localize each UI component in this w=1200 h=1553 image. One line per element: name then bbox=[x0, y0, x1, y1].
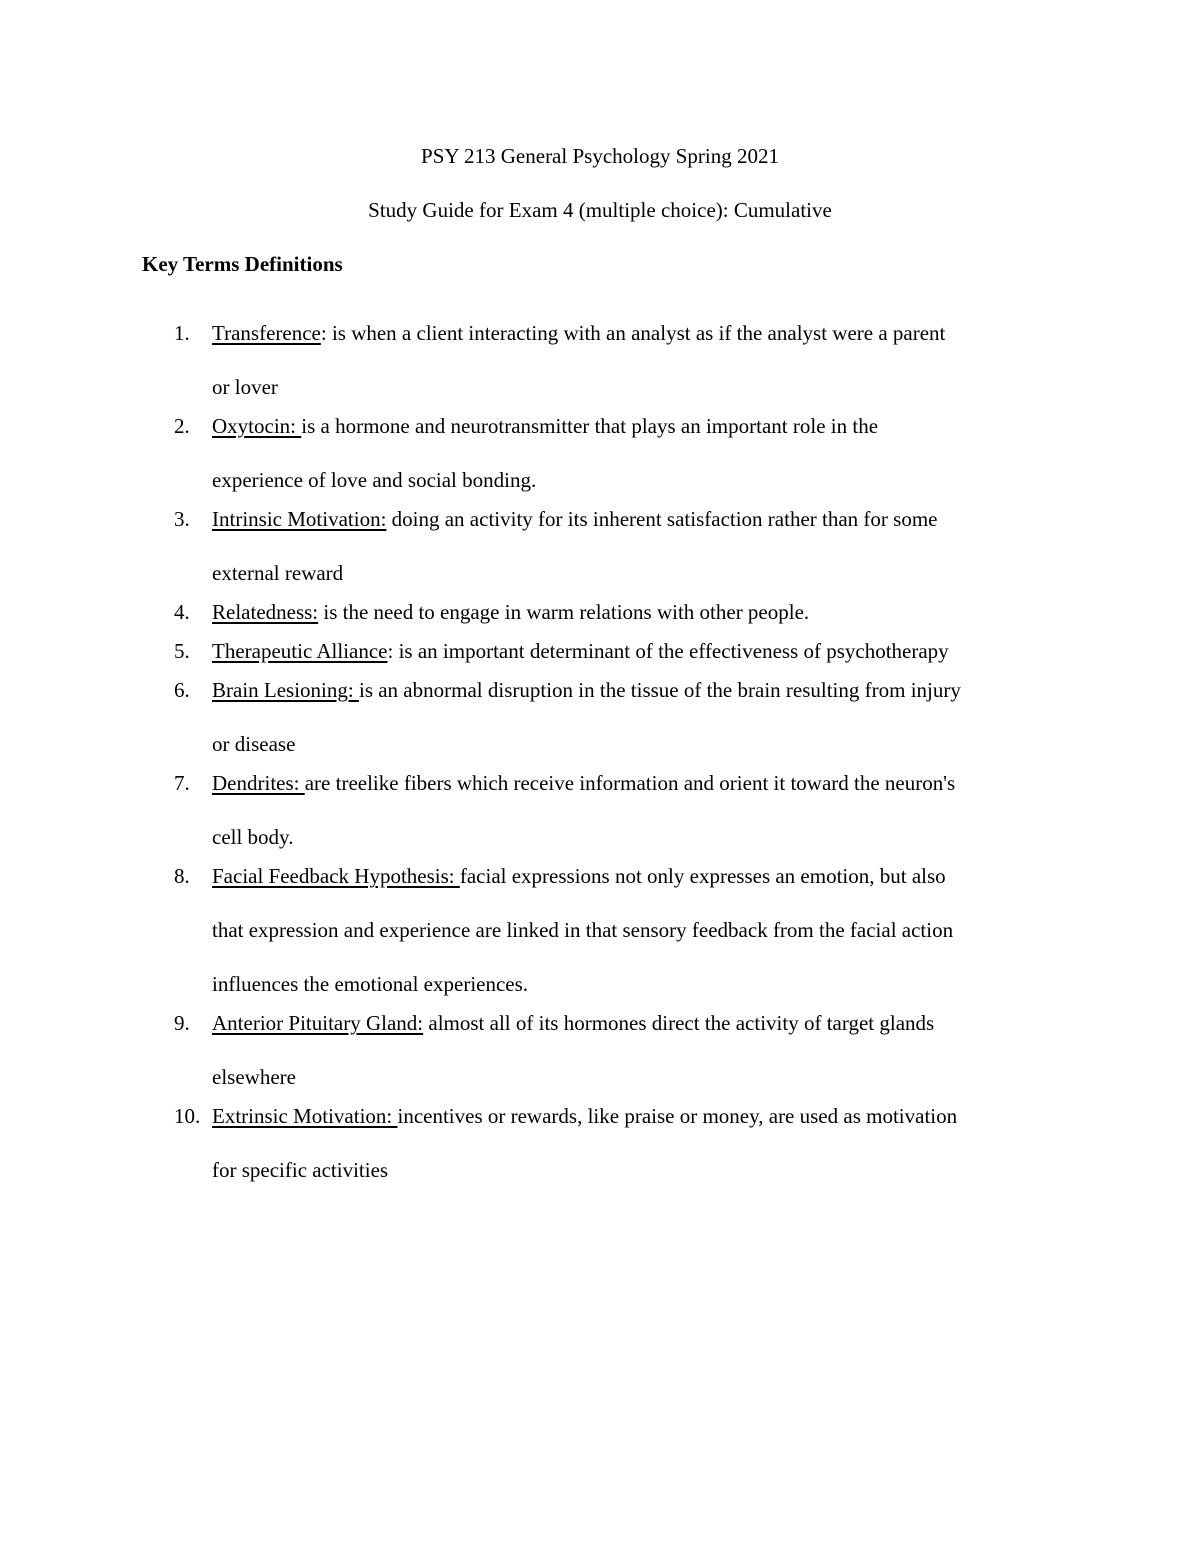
key-term-definition: is the need to engage in warm relations with other people. bbox=[318, 600, 810, 624]
key-term-name: Intrinsic Motivation: bbox=[212, 507, 387, 531]
key-term-name: Oxytocin: bbox=[212, 414, 302, 438]
key-term-line bbox=[212, 756, 1062, 810]
key-term-definition: is a hormone and neurotransmitter that plays an important role in the bbox=[301, 414, 879, 438]
key-term-name: Extrinsic Motivation: bbox=[212, 1104, 398, 1128]
key-term-number: 1. bbox=[174, 321, 190, 345]
key-term-definition: doing an activity for its inherent satisfaction rather than for some bbox=[386, 507, 938, 531]
key-term-number: 3. bbox=[174, 507, 190, 531]
key-term-definition: : is an important determinant of the effectiveness of psychotherapy bbox=[387, 639, 949, 663]
key-term-line bbox=[212, 1089, 1062, 1143]
key-term-number: 7. bbox=[174, 771, 190, 795]
key-term-number: 8. bbox=[174, 864, 190, 888]
key-term-number: 9. bbox=[174, 1011, 190, 1035]
key-term-name: Anterior Pituitary Gland: bbox=[212, 1011, 424, 1035]
key-term-line bbox=[212, 492, 1062, 546]
key-term-line: external reward bbox=[212, 561, 344, 585]
key-term-definition: incentives or rewards, like praise or money, are used as motivation bbox=[397, 1104, 958, 1128]
key-term-line bbox=[212, 306, 1062, 360]
key-term-name: Brain Lesioning: bbox=[212, 678, 359, 702]
key-term-item bbox=[0, 663, 1062, 771]
key-term-name: Facial Feedback Hypothesis: bbox=[212, 864, 460, 888]
key-terms-list bbox=[0, 306, 1200, 1197]
key-term-line: experience of love and social bonding. bbox=[212, 468, 537, 492]
document-title: PSY 213 General Psychology Spring 2021 bbox=[421, 144, 779, 168]
key-term-line: that expression and experience are linked in that sensory feedback from the facial action bbox=[212, 918, 954, 942]
key-term-number: 10. bbox=[174, 1104, 201, 1128]
key-term-definition: : is when a client interacting with an analyst as if the analyst were a parent bbox=[320, 321, 946, 345]
key-term-name: Relatedness: bbox=[212, 600, 319, 624]
section-heading: Key Terms Definitions bbox=[142, 252, 343, 276]
key-term-line: or disease bbox=[212, 732, 296, 756]
key-term-line bbox=[212, 663, 1062, 717]
key-term-name: Transference bbox=[212, 321, 321, 345]
key-term-item bbox=[0, 399, 1062, 507]
key-term-line bbox=[212, 996, 1062, 1050]
key-term-definition: almost all of its hormones direct the activity of target glands bbox=[423, 1011, 935, 1035]
key-term-item bbox=[0, 756, 1062, 864]
key-term-definition: is an abnormal disruption in the tissue of the brain resulting from injury bbox=[358, 678, 961, 702]
key-term-number: 2. bbox=[174, 414, 190, 438]
key-term-definition: facial expressions not only expresses an emotion, but also bbox=[459, 864, 946, 888]
key-term-line: influences the emotional experiences. bbox=[212, 972, 529, 996]
document-subtitle: Study Guide for Exam 4 (multiple choice): Cumulative bbox=[368, 198, 832, 222]
key-term-line: or lover bbox=[212, 375, 278, 399]
key-term-line: elsewhere bbox=[212, 1065, 296, 1089]
key-term-item bbox=[0, 492, 1062, 600]
key-term-line bbox=[212, 399, 1062, 453]
key-term-line: for specific activities bbox=[212, 1158, 389, 1182]
key-term-line: cell body. bbox=[212, 825, 294, 849]
key-term-line bbox=[212, 849, 1062, 903]
key-term-item bbox=[0, 996, 1062, 1104]
key-term-name: Dendrites: bbox=[212, 771, 305, 795]
key-term-number: 4. bbox=[174, 600, 190, 624]
key-term-definition: are treelike fibers which receive information and orient it toward the neuron's bbox=[304, 771, 956, 795]
key-term-name: Therapeutic Alliance bbox=[212, 639, 388, 663]
key-term-number: 6. bbox=[174, 678, 190, 702]
key-term-number: 5. bbox=[174, 639, 190, 663]
key-term-item bbox=[0, 849, 1062, 1011]
key-term-item bbox=[0, 1089, 1062, 1197]
key-term-item bbox=[0, 306, 1062, 414]
